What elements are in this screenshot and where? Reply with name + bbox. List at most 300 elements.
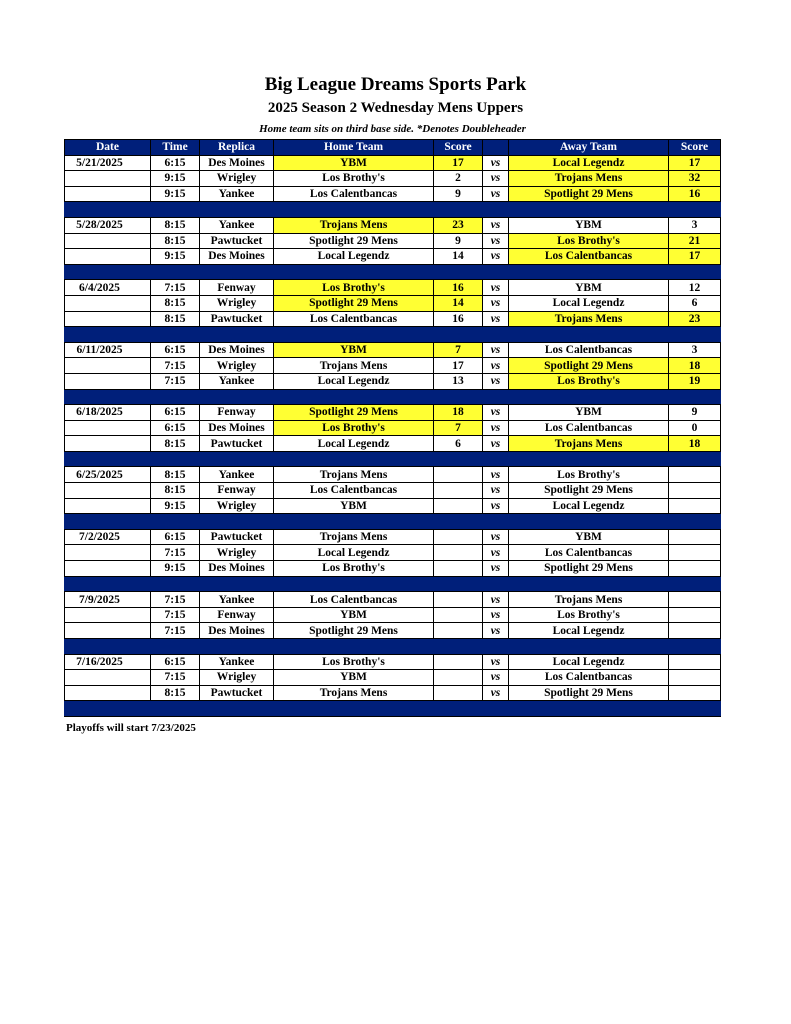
home-score: 17 (434, 155, 483, 171)
away-score: 18 (669, 436, 721, 452)
vs-label: vs (483, 654, 509, 670)
separator-cell (434, 576, 483, 592)
home-team: Trojans Mens (274, 358, 434, 374)
away-team: Trojans Mens (509, 436, 669, 452)
week-separator (65, 327, 721, 343)
away-team: Spotlight 29 Mens (509, 483, 669, 499)
game-time: 7:15 (151, 623, 200, 639)
home-score (434, 592, 483, 608)
game-replica: Pawtucket (200, 529, 274, 545)
col-vs (483, 140, 509, 156)
away-team: Los Brothy's (509, 373, 669, 389)
home-team: YBM (274, 342, 434, 358)
separator-cell (434, 202, 483, 218)
separator-cell (509, 264, 669, 280)
separator-cell (274, 451, 434, 467)
home-team: Los Brothy's (274, 420, 434, 436)
game-row (65, 233, 721, 249)
vs-label: vs (483, 545, 509, 561)
vs-label: vs (483, 607, 509, 623)
game-replica: Pawtucket (200, 233, 274, 249)
away-team: Los Calentbancas (509, 249, 669, 265)
home-team: Los Brothy's (274, 280, 434, 296)
game-replica: Wrigley (200, 171, 274, 187)
game-time: 7:15 (151, 280, 200, 296)
game-time: 6:15 (151, 654, 200, 670)
separator-cell (434, 701, 483, 717)
separator-cell (509, 327, 669, 343)
game-replica: Wrigley (200, 545, 274, 561)
away-score (669, 467, 721, 483)
separator-cell (65, 576, 151, 592)
vs-label: vs (483, 342, 509, 358)
game-replica: Des Moines (200, 342, 274, 358)
game-replica: Wrigley (200, 295, 274, 311)
vs-label: vs (483, 467, 509, 483)
away-score (669, 654, 721, 670)
game-date: 6/4/2025 (65, 280, 151, 296)
home-team: YBM (274, 498, 434, 514)
game-time: 8:15 (151, 685, 200, 701)
home-team: Los Brothy's (274, 654, 434, 670)
game-row (65, 186, 721, 202)
away-score (669, 561, 721, 577)
game-time: 8:15 (151, 311, 200, 327)
away-score (669, 670, 721, 686)
home-team: YBM (274, 155, 434, 171)
away-team: Los Brothy's (509, 233, 669, 249)
separator-cell (200, 576, 274, 592)
separator-cell (65, 389, 151, 405)
game-replica: Fenway (200, 280, 274, 296)
game-date: 7/16/2025 (65, 654, 151, 670)
home-score: 23 (434, 217, 483, 233)
separator-cell (669, 514, 721, 530)
away-team: Trojans Mens (509, 171, 669, 187)
separator-cell (669, 389, 721, 405)
vs-label: vs (483, 405, 509, 421)
week-separator (65, 451, 721, 467)
home-score (434, 670, 483, 686)
game-time: 8:15 (151, 436, 200, 452)
col-date: Date (65, 140, 151, 156)
away-team: Los Calentbancas (509, 342, 669, 358)
home-score: 13 (434, 373, 483, 389)
separator-cell (434, 327, 483, 343)
away-score: 21 (669, 233, 721, 249)
game-row (65, 342, 721, 358)
game-row (65, 420, 721, 436)
game-date (65, 233, 151, 249)
away-score: 18 (669, 358, 721, 374)
game-row (65, 373, 721, 389)
away-team: Spotlight 29 Mens (509, 685, 669, 701)
game-date (65, 311, 151, 327)
away-team: YBM (509, 217, 669, 233)
separator-cell (434, 639, 483, 655)
away-team: Local Legendz (509, 498, 669, 514)
separator-cell (483, 701, 509, 717)
game-date (65, 436, 151, 452)
game-replica: Fenway (200, 483, 274, 499)
vs-label: vs (483, 623, 509, 639)
home-team: Los Calentbancas (274, 186, 434, 202)
vs-label: vs (483, 420, 509, 436)
home-score: 18 (434, 405, 483, 421)
col-home-score: Score (434, 140, 483, 156)
game-date: 6/18/2025 (65, 405, 151, 421)
game-row (65, 467, 721, 483)
col-home-team: Home Team (274, 140, 434, 156)
away-team: Local Legendz (509, 654, 669, 670)
vs-label: vs (483, 498, 509, 514)
away-team: Trojans Mens (509, 592, 669, 608)
week-separator (65, 576, 721, 592)
game-time: 9:15 (151, 186, 200, 202)
game-row (65, 171, 721, 187)
away-score: 3 (669, 217, 721, 233)
separator-cell (483, 451, 509, 467)
separator-cell (65, 639, 151, 655)
game-replica: Pawtucket (200, 436, 274, 452)
separator-cell (274, 202, 434, 218)
separator-cell (65, 202, 151, 218)
game-time: 7:15 (151, 373, 200, 389)
separator-cell (151, 264, 200, 280)
game-date (65, 420, 151, 436)
col-time: Time (151, 140, 200, 156)
vs-label: vs (483, 529, 509, 545)
separator-cell (274, 576, 434, 592)
home-score: 9 (434, 186, 483, 202)
away-score (669, 623, 721, 639)
game-row (65, 436, 721, 452)
game-date (65, 685, 151, 701)
page-subtitle: 2025 Season 2 Wednesday Mens Uppers (267, 100, 524, 116)
separator-cell (669, 327, 721, 343)
home-team: Trojans Mens (274, 685, 434, 701)
away-score: 3 (669, 342, 721, 358)
home-team: YBM (274, 607, 434, 623)
game-row (65, 405, 721, 421)
separator-cell (434, 264, 483, 280)
separator-cell (200, 264, 274, 280)
separator-cell (274, 264, 434, 280)
separator-cell (200, 202, 274, 218)
away-team: YBM (509, 405, 669, 421)
game-replica: Wrigley (200, 358, 274, 374)
game-date: 6/11/2025 (65, 342, 151, 358)
away-score: 17 (669, 249, 721, 265)
vs-label: vs (483, 685, 509, 701)
separator-cell (669, 576, 721, 592)
game-time: 6:15 (151, 342, 200, 358)
game-date (65, 607, 151, 623)
game-replica: Fenway (200, 405, 274, 421)
game-replica: Des Moines (200, 561, 274, 577)
game-time: 9:15 (151, 249, 200, 265)
game-row (65, 498, 721, 514)
separator-cell (483, 327, 509, 343)
separator-cell (509, 202, 669, 218)
separator-cell (434, 451, 483, 467)
game-row (65, 529, 721, 545)
separator-cell (434, 389, 483, 405)
separator-cell (274, 389, 434, 405)
col-away-team: Away Team (509, 140, 669, 156)
home-score: 7 (434, 342, 483, 358)
away-score: 6 (669, 295, 721, 311)
game-row (65, 592, 721, 608)
game-row (65, 483, 721, 499)
game-time: 8:15 (151, 217, 200, 233)
separator-cell (151, 576, 200, 592)
away-team: Los Calentbancas (509, 670, 669, 686)
vs-label: vs (483, 670, 509, 686)
away-score (669, 685, 721, 701)
separator-cell (200, 451, 274, 467)
separator-cell (509, 701, 669, 717)
home-team: Los Brothy's (274, 171, 434, 187)
separator-cell (151, 451, 200, 467)
away-team: Local Legendz (509, 295, 669, 311)
away-score: 19 (669, 373, 721, 389)
separator-cell (65, 264, 151, 280)
away-team: Local Legendz (509, 155, 669, 171)
vs-label: vs (483, 186, 509, 202)
game-replica: Des Moines (200, 420, 274, 436)
separator-cell (151, 389, 200, 405)
vs-label: vs (483, 233, 509, 249)
vs-label: vs (483, 155, 509, 171)
game-time: 6:15 (151, 405, 200, 421)
away-score: 32 (669, 171, 721, 187)
vs-label: vs (483, 373, 509, 389)
game-row (65, 217, 721, 233)
week-separator (65, 264, 721, 280)
vs-label: vs (483, 249, 509, 265)
week-separator (65, 202, 721, 218)
game-replica: Des Moines (200, 249, 274, 265)
home-score: 14 (434, 295, 483, 311)
away-team: Los Calentbancas (509, 420, 669, 436)
separator-cell (509, 451, 669, 467)
game-date (65, 498, 151, 514)
home-team: Local Legendz (274, 436, 434, 452)
away-score (669, 545, 721, 561)
vs-label: vs (483, 358, 509, 374)
separator-cell (669, 701, 721, 717)
separator-cell (65, 327, 151, 343)
game-row (65, 607, 721, 623)
separator-cell (483, 514, 509, 530)
game-row (65, 670, 721, 686)
away-score (669, 498, 721, 514)
separator-cell (274, 514, 434, 530)
home-score: 7 (434, 420, 483, 436)
game-replica: Fenway (200, 607, 274, 623)
col-away-score: Score (669, 140, 721, 156)
separator-cell (483, 639, 509, 655)
week-separator (65, 639, 721, 655)
game-row (65, 280, 721, 296)
week-separator (65, 389, 721, 405)
home-team: Spotlight 29 Mens (274, 295, 434, 311)
game-replica: Yankee (200, 654, 274, 670)
home-score (434, 654, 483, 670)
game-date: 5/21/2025 (65, 155, 151, 171)
home-team: Local Legendz (274, 249, 434, 265)
game-row (65, 155, 721, 171)
page-title: Big League Dreams Sports Park (264, 74, 527, 95)
separator-cell (65, 514, 151, 530)
week-separator (65, 701, 721, 717)
separator-cell (669, 639, 721, 655)
home-team: Trojans Mens (274, 529, 434, 545)
home-score: 16 (434, 311, 483, 327)
away-team: Los Brothy's (509, 467, 669, 483)
game-row (65, 545, 721, 561)
away-score (669, 607, 721, 623)
away-score: 12 (669, 280, 721, 296)
separator-cell (65, 451, 151, 467)
separator-cell (509, 576, 669, 592)
home-score (434, 623, 483, 639)
home-team: Los Brothy's (274, 561, 434, 577)
separator-cell (509, 639, 669, 655)
away-team: YBM (509, 280, 669, 296)
game-time: 7:15 (151, 670, 200, 686)
separator-cell (151, 202, 200, 218)
home-team: Los Calentbancas (274, 311, 434, 327)
separator-cell (200, 389, 274, 405)
separator-cell (151, 327, 200, 343)
schedule-note: Home team sits on third base side. *Denotes Doubleheader (259, 123, 526, 135)
vs-label: vs (483, 436, 509, 452)
separator-cell (483, 202, 509, 218)
game-date (65, 483, 151, 499)
away-score (669, 483, 721, 499)
home-team: Local Legendz (274, 545, 434, 561)
home-score: 17 (434, 358, 483, 374)
game-time: 7:15 (151, 607, 200, 623)
game-date (65, 373, 151, 389)
away-score: 9 (669, 405, 721, 421)
game-replica: Yankee (200, 467, 274, 483)
home-team: Trojans Mens (274, 467, 434, 483)
home-score (434, 561, 483, 577)
away-score: 23 (669, 311, 721, 327)
home-score (434, 545, 483, 561)
separator-cell (200, 327, 274, 343)
header-row (65, 140, 721, 156)
vs-label: vs (483, 280, 509, 296)
game-date (65, 295, 151, 311)
vs-label: vs (483, 295, 509, 311)
game-replica: Yankee (200, 186, 274, 202)
playoffs-note: Playoffs will start 7/23/2025 (66, 722, 196, 734)
vs-label: vs (483, 311, 509, 327)
game-row (65, 311, 721, 327)
game-replica: Pawtucket (200, 685, 274, 701)
home-score (434, 467, 483, 483)
home-team: Spotlight 29 Mens (274, 623, 434, 639)
game-replica: Wrigley (200, 670, 274, 686)
game-replica: Yankee (200, 217, 274, 233)
vs-label: vs (483, 561, 509, 577)
separator-cell (509, 389, 669, 405)
game-time: 7:15 (151, 592, 200, 608)
game-date: 5/28/2025 (65, 217, 151, 233)
away-score: 16 (669, 186, 721, 202)
separator-cell (200, 639, 274, 655)
away-team: Spotlight 29 Mens (509, 186, 669, 202)
game-time: 8:15 (151, 467, 200, 483)
home-score (434, 685, 483, 701)
game-time: 8:15 (151, 295, 200, 311)
away-team: YBM (509, 529, 669, 545)
game-date: 7/9/2025 (65, 592, 151, 608)
separator-cell (151, 639, 200, 655)
away-score (669, 592, 721, 608)
away-team: Spotlight 29 Mens (509, 561, 669, 577)
game-date (65, 670, 151, 686)
game-time: 7:15 (151, 358, 200, 374)
game-date: 6/25/2025 (65, 467, 151, 483)
away-score: 0 (669, 420, 721, 436)
game-row (65, 358, 721, 374)
separator-cell (483, 264, 509, 280)
col-replica: Replica (200, 140, 274, 156)
separator-cell (434, 514, 483, 530)
home-team: Spotlight 29 Mens (274, 405, 434, 421)
game-date: 7/2/2025 (65, 529, 151, 545)
vs-label: vs (483, 217, 509, 233)
game-time: 9:15 (151, 561, 200, 577)
home-score (434, 498, 483, 514)
game-date (65, 171, 151, 187)
separator-cell (200, 701, 274, 717)
home-score (434, 529, 483, 545)
away-score (669, 529, 721, 545)
game-replica: Yankee (200, 592, 274, 608)
separator-cell (200, 514, 274, 530)
separator-cell (483, 389, 509, 405)
separator-cell (483, 576, 509, 592)
home-team: Trojans Mens (274, 217, 434, 233)
game-row (65, 295, 721, 311)
home-score (434, 483, 483, 499)
away-team: Local Legendz (509, 623, 669, 639)
game-row (65, 654, 721, 670)
game-time: 6:15 (151, 155, 200, 171)
separator-cell (65, 701, 151, 717)
separator-cell (669, 451, 721, 467)
home-score: 6 (434, 436, 483, 452)
separator-cell (509, 514, 669, 530)
game-row (65, 561, 721, 577)
game-replica: Yankee (200, 373, 274, 389)
separator-cell (669, 264, 721, 280)
away-team: Spotlight 29 Mens (509, 358, 669, 374)
separator-cell (274, 701, 434, 717)
game-row (65, 623, 721, 639)
game-time: 6:15 (151, 420, 200, 436)
game-row (65, 249, 721, 265)
game-time: 9:15 (151, 498, 200, 514)
game-time: 8:15 (151, 483, 200, 499)
game-replica: Pawtucket (200, 311, 274, 327)
